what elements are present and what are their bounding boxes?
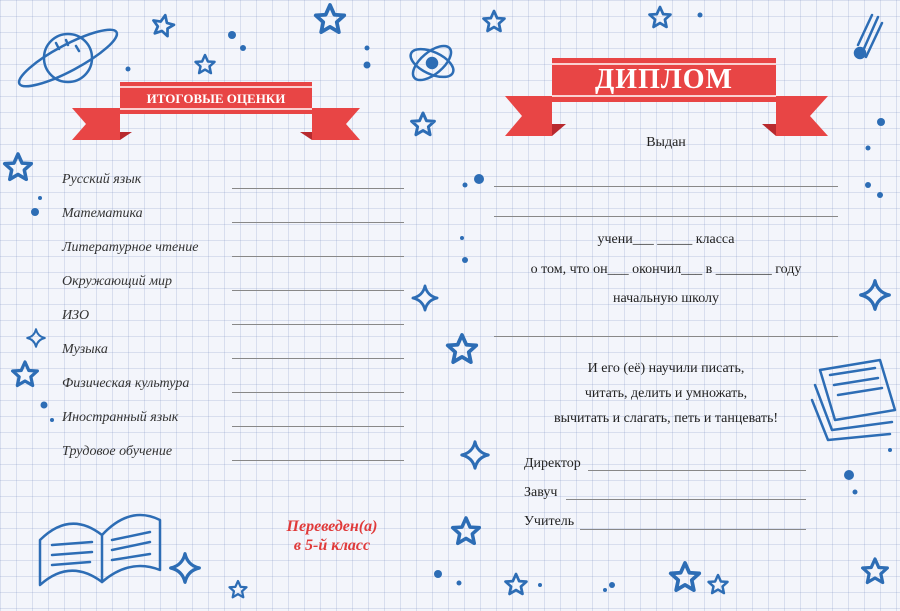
star-icon [196,55,215,73]
school-text: начальную школу [612,291,720,306]
signature-teacher-line[interactable] [580,529,806,530]
star-icon [151,13,176,37]
grade-line[interactable] [232,358,404,359]
grade-line[interactable] [232,324,404,325]
recipient-line-2[interactable] [494,216,838,217]
planet-icon [13,21,122,96]
grade-line[interactable] [232,290,404,291]
star-icon [229,581,246,597]
star-icon [671,563,700,590]
subject-label: Музыка [62,342,108,357]
subject-label: ИЗО [62,308,90,323]
grade-line[interactable] [232,460,404,461]
subject-label: Трудовое обучение [62,444,173,459]
subject-label: Математика [62,206,143,221]
verse-line-2: читать, делить и умножать, [584,386,748,401]
sparkle-icon [462,442,488,468]
grade-line[interactable] [232,222,404,223]
signature-deputy-label: Завуч [524,485,558,500]
school-name-line[interactable] [494,336,838,337]
sparkle-icon [171,554,200,583]
sparkle-icon [27,329,45,347]
signature-teacher-label: Учитель [524,514,575,529]
star-icon [484,11,505,31]
student-class-text: учени___ _____ класса [597,232,735,247]
star-icon [863,559,888,583]
signature-director-label: Директор [524,456,581,471]
star-icon [448,335,477,362]
sparkle-icon [413,286,437,310]
star-icon [5,154,32,179]
finished-text: о том, что он___ окончил___ в ________ году [530,262,802,277]
left-banner-title: ИТОГОВЫЕ ОЦЕНКИ [146,91,286,106]
grade-line[interactable] [232,256,404,257]
verse-line-1: И его (её) научили писать, [587,361,745,376]
sparkle-icon [861,281,890,310]
subject-label: Физическая культура [62,376,190,391]
grade-line[interactable] [232,426,404,427]
issued-label: Выдан [646,135,686,150]
open-book-icon [40,515,160,585]
diploma-title: ДИПЛОМ [595,64,733,95]
star-icon [316,5,345,32]
star-icon [506,574,527,594]
signature-deputy-line[interactable] [566,499,806,500]
star-icon [412,113,435,135]
star-icon [13,362,38,386]
recipient-line[interactable] [494,186,838,187]
signature-director-line[interactable] [588,470,806,471]
grade-line[interactable] [232,188,404,189]
subject-label: Окружающий мир [62,274,173,289]
comet-icon [855,15,882,58]
grade-line[interactable] [232,392,404,393]
subject-label: Иностранный язык [62,410,179,425]
verse-line-3: вычитать и слагать, петь и танцевать! [553,411,779,426]
subject-label: Литературное чтение [62,240,199,255]
atom-icon [407,40,458,86]
promotion-text [262,517,402,555]
promotion-line-1: Переведен(а) [286,518,378,535]
subject-label: Русский язык [62,172,142,187]
star-icon [650,7,671,27]
star-icon [709,575,728,593]
star-icon [453,518,480,543]
promotion-line-2: в 5-й класс [293,537,371,554]
